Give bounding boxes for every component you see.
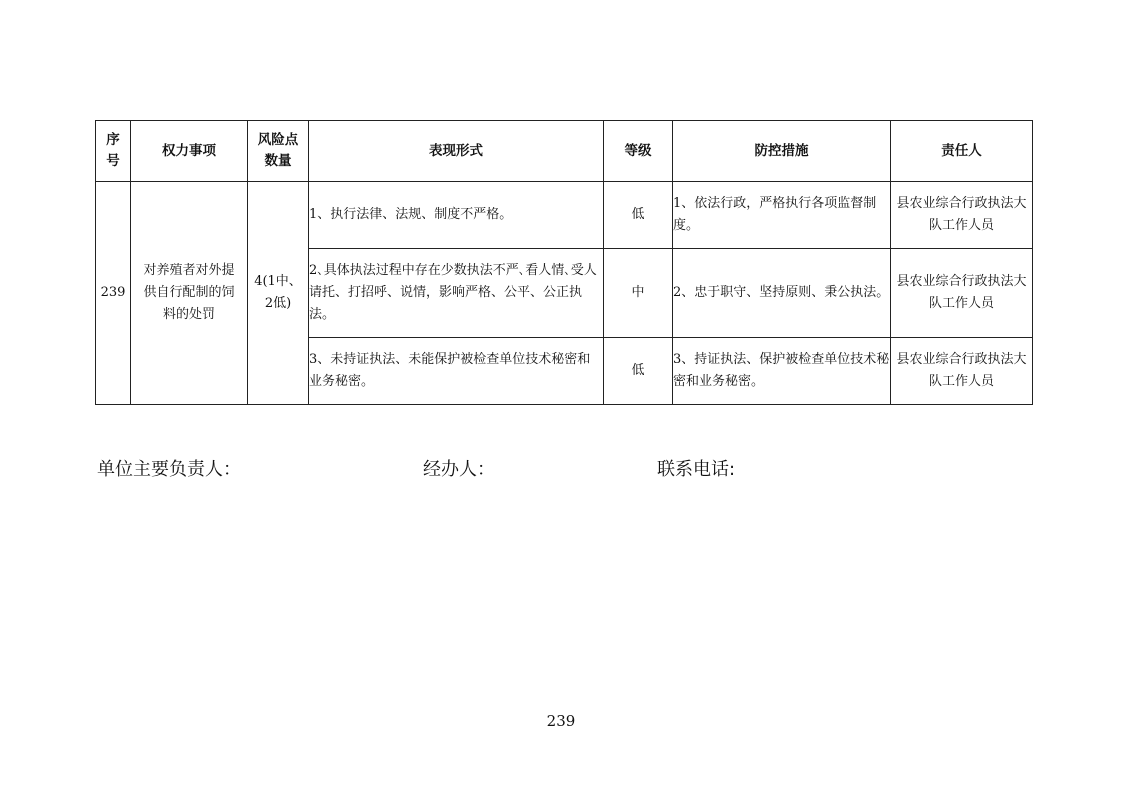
responsible-cell: 县农业综合行政执法大队工作人员 xyxy=(891,182,1033,249)
page-number: 239 xyxy=(546,712,576,730)
header-level: 等级 xyxy=(604,121,673,182)
footer-unit-head: 单位主要负责人： xyxy=(97,459,241,480)
form-cell: 1、执行法律、法规、制度不严格。 xyxy=(309,182,604,249)
header-seq: 序 号 xyxy=(96,121,131,182)
responsible-cell: 县农业综合行政执法大队工作人员 xyxy=(891,249,1033,338)
level-cell: 低 xyxy=(604,338,673,405)
level-cell: 中 xyxy=(604,249,673,338)
header-risk-count: 风险点 数量 xyxy=(248,121,309,182)
form-cell: 3、未持证执法、未能保护被检查单位技术秘密和业务秘密。 xyxy=(309,338,604,405)
header-item: 权力事项 xyxy=(131,121,248,182)
measures-cell: 2、忠于职守、坚持原则、秉公执法。 xyxy=(673,249,891,338)
table-row xyxy=(96,182,1033,249)
level-cell: 低 xyxy=(604,182,673,249)
header-form: 表现形式 xyxy=(309,121,604,182)
form-cell: 2､具体执法过程中存在少数执法不严､看人情､受人请托、打招呼、说情，影响严格、公平、公正执法。 xyxy=(309,249,604,338)
responsible-cell: 县农业综合行政执法大队工作人员 xyxy=(891,338,1033,405)
measures-cell: 3、持证执法、保护被检查单位技术秘密和业务秘密。 xyxy=(673,338,891,405)
footer-handler: 经办人： xyxy=(423,459,495,480)
header-measures: 防控措施 xyxy=(673,121,891,182)
header-row xyxy=(96,121,1033,182)
footer-phone: 联系电话: xyxy=(657,459,736,480)
seq-cell: 239 xyxy=(96,182,131,405)
item-cell: 对养殖者对外提供自行配制的饲料的处罚 xyxy=(131,182,248,405)
risk-table xyxy=(95,120,1033,405)
measures-cell: 1、依法行政，严格执行各项监督制度。 xyxy=(673,182,891,249)
header-responsible: 责任人 xyxy=(891,121,1033,182)
risk-count-cell: 4(1中、2低) xyxy=(248,182,309,405)
